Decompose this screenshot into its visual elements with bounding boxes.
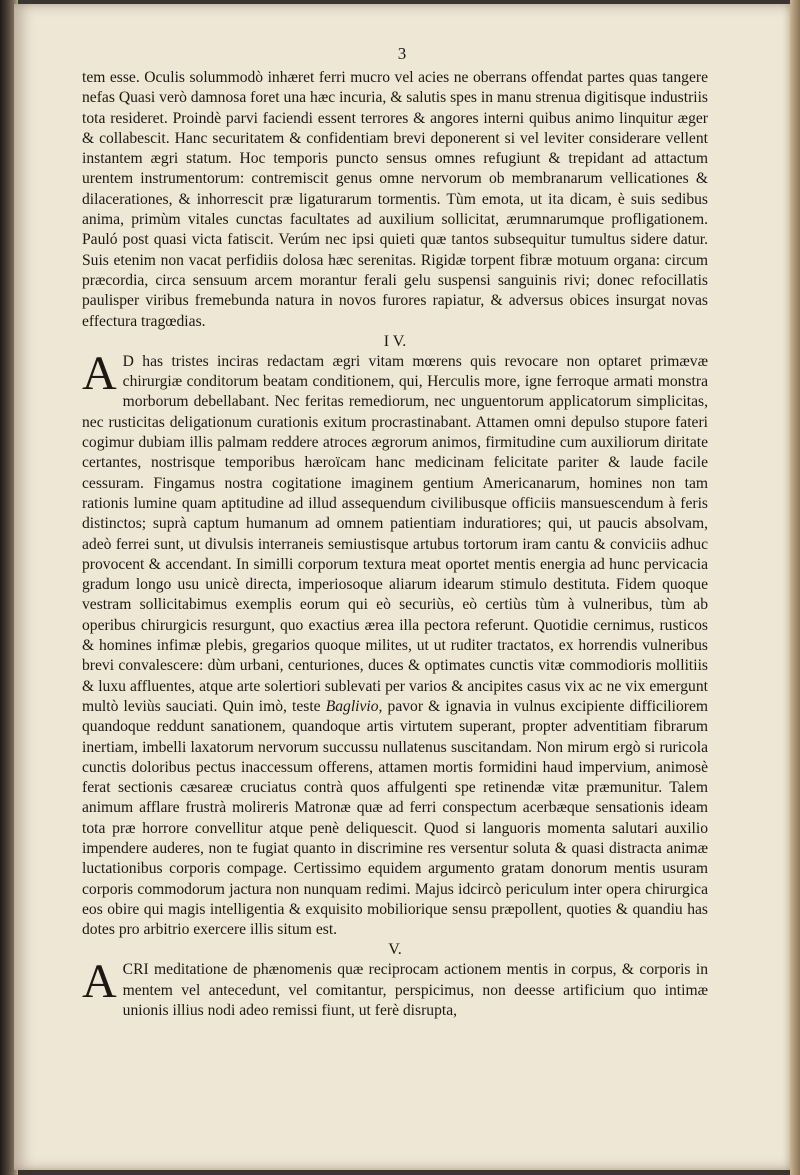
section-heading-iv: I V.	[383, 332, 407, 350]
section-v-text: CRI meditatione de phænomenis quæ reciprocam actionem mentis in corpus, & corporis in mentem vel antecedunt, vel comitantur, perspicimus, non deesse artificium quo intimæ unionis illius nodi adeo remissi fiunt, ut ferè disrupta,	[122, 961, 708, 1020]
page-number: 3	[397, 44, 407, 63]
paragraph-continued: tem esse. Oculis solummodò inhæret ferri mucro vel acies ne oberrans offendat partes quas tangere nefas Quasi verò damnosa foret una hæc incuria, & salutis spes in manu strenua digitisque industriis tota resideret. Proindè parvi faciendi essent terrores & angores interni quibus animo linquitur æger & collabescit. Hanc securitatem & confidentiam brevi deponerent si vel leviter considerare vellent instantem ægri statum. Hoc temporis puncto sensus omnes refugiunt & trepidant ad attactum urentem instrumentorum: contremiscit genus omne nervorum ob membranarum vellicationes & dilacerationes, & inhorrescit præ ligaturarum tormentis. Tùm emota, ut ita dicam, è suis sedibus anima, primùm vitales cunctas facultates ad auxilium sollicitat, ærumnarumque profligationem. Pauló post quasi victa fatiscit. Verúm nec ipsi quieti quæ tantos subsequitur tumultus sidere datur. Suis etenim non vacat perfidiis dolosa hæc serenitas. Rigidæ torpent fibræ motuum organa: circum præcordia, circa sensuum arcem morantur ferali gelu suspensi sanguinis rivi; donec refocillatis paulisper viribus fremebunda natura in novos furores rapiatur, & adversus obices insurgat novas effectura tragœdias.	[82, 69, 708, 330]
author-name-baglivio: Baglivio,	[325, 697, 383, 715]
paragraph-section-iv	[82, 346, 708, 941]
book-page	[14, 4, 790, 1170]
section-iv-text-a: D has tristes inciras redactam ægri vitam mœrens quis revocare non optaret primævæ chirurgiæ conditorum beatam conditionem, qui, Herculis more, igne ferroque armati monstra morborum debellabant. Nec feritas remediorum, nec unguentorum applicatorum simplicitas, nec rusticitas deligationum curationis exitum procrastinabant. Attamen omni depulso stupore fateri cogimur dubiam illis palmam reddere atroces ægrorum animos, firmitudine cum auxiliorum diritate certantes, nostrisque temporibus hæroïcam hanc medicinam felicitate pariter & laude facile cessuram. Fingamus nostra cogitatione imaginem gentium Americanarum, homines non tam rationis lumine quam aptitudine ad illud assequendum civilibusque officiis mansuescendum à feris distinctos; suprà captum humanum ad omnem patientiam induratiores; qui, ut paucis absolvam, adeò ferrei sunt, ut divulsis interraneis semiustisque artubus tortorum iram cantu & conviciis adhuc provocent & accendant. In similli corporum textura meat oportet mentis energia ad hunc pervicacia gradum longo usu unicè directa, imperiosoque aliarum idearum stimulo destituta. Fidem quoque vestram sollicitabimus exemplis eorum qui eò securiùs, eò certiùs tùm à vulneribus, tùm ab operibus chirurgicis resurgunt, quo exactius ærea illa pectora referunt. Quotidie cernimus, rusticos & homines infimæ plebis, gregarios quoque milites, ut ut ruditer tractatos, ex horrendis vulneribus brevi convalescere: dùm urbani, centuriones, duces & optimates cunctis vitæ commodioris mollitiis & luxu affluentes, atque arte solertiori sublevati per varios & ancipites casus vix ac ne vix emergunt multò leviùs sauciati. Quin imò, teste	[82, 352, 708, 715]
section-iv-text-b: pavor & ignavia in vulnus excipiente difficiliorem quandoque reddunt sanationem, quandoque artis virtutem superant, propter adventitiam fibrarum inertiam, imbelli laxatorum nervorum succussu nullatenus suscitandam. Non mirum ergò si ruricola cunctis doloribus pectus inaccessum offerens, attamen mortis formidini haud impervium, animosè ferat sectionis cæsareæ cruciatus contrà quos affulgenti spe retinendæ vitæ præmunitur. Talem animum afflare frustrà molireris Matronæ quæ ad ferri conspectum acerbæque sensationis ideam tota præ horrore convellitur atque penè deliquescit. Quod si languoris momenta salutari auxilio impendere auderes, non te fugiat quanto in discrimine res versentur soluta & quasi distracta animæ luctationibus corporis compage. Certissimo equidem argumento gratam donorum mentis usuram corporis commodorum jactura non nunquam redimi. Majus idcircò periculum inter opera chirurgica eos obire qui magis intelligentia & exquisito mobiliorique sensu præpollent, quoties & quandiu has dotes pro arbitrio exercere illis situm est.	[82, 697, 708, 939]
page-right-edge	[790, 0, 800, 1175]
section-heading-v: V.	[388, 941, 402, 959]
paragraph-section-v	[82, 955, 708, 1021]
drop-cap-v: A	[82, 955, 117, 1009]
page-text-block	[82, 68, 708, 1021]
drop-cap-iv: A	[82, 346, 117, 400]
